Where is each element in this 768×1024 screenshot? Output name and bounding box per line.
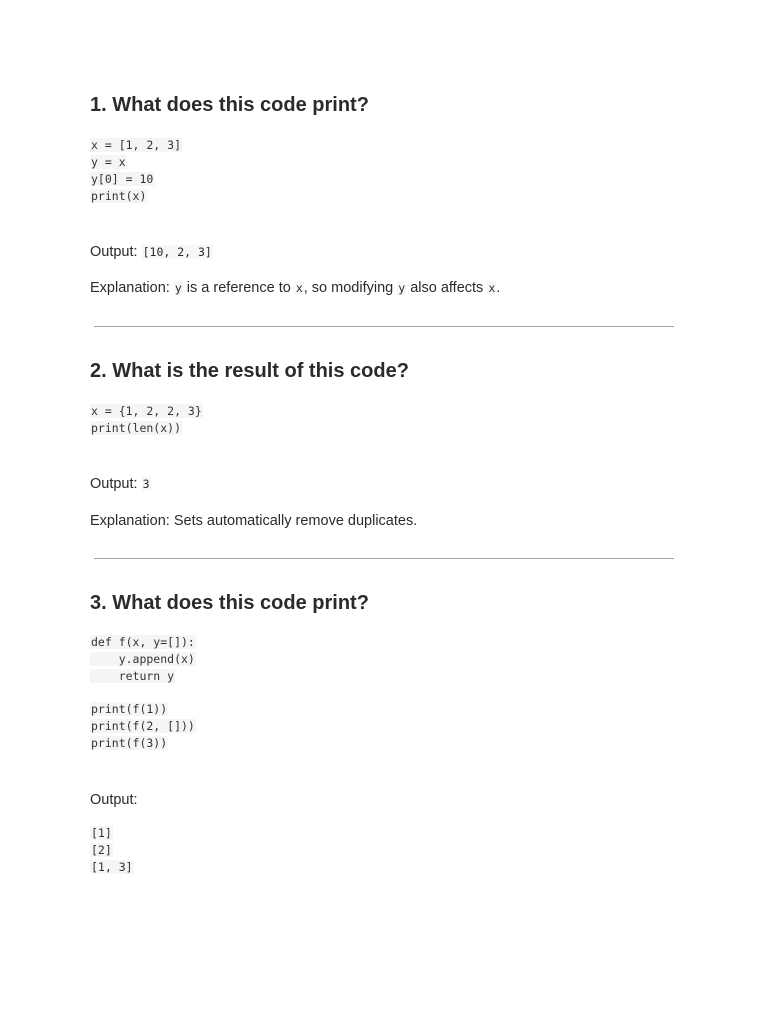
output-value: [10, 2, 3] <box>142 245 212 259</box>
code-line: print(len(x)) <box>91 421 182 435</box>
question-2-title: 2. What is the result of this code? <box>90 360 409 382</box>
question-1-code <box>90 137 182 205</box>
question-3-output <box>90 825 134 876</box>
code-line: def f(x, y=[]): <box>91 635 195 649</box>
code-line: x = [1, 2, 3] <box>91 138 182 152</box>
explanation-text: . <box>496 280 501 296</box>
question-3-title: 3. What does this code print? <box>90 592 369 614</box>
section-divider <box>94 558 674 559</box>
section-divider <box>94 326 674 327</box>
question-3-code <box>90 634 196 752</box>
question-1-explanation <box>90 278 500 298</box>
inline-code: y <box>398 281 406 295</box>
inline-code: y <box>174 281 182 295</box>
question-3-output-label: Output: <box>90 792 138 808</box>
question-2-code <box>90 403 203 437</box>
question-2-explanation: Explanation: Sets automatically remove duplicates. <box>90 513 418 529</box>
question-2-output <box>90 474 151 494</box>
explanation-text: is a reference to <box>182 280 295 296</box>
code-line: y[0] = 10 <box>91 172 154 186</box>
code-line: y = x <box>91 155 126 169</box>
code-line: return y <box>91 669 175 683</box>
output-label: Output: <box>90 476 142 492</box>
code-line: print(x) <box>91 189 147 203</box>
code-line: print(f(1)) <box>91 702 168 716</box>
output-label: Output: <box>90 244 142 260</box>
explanation-text: , so modifying <box>303 280 398 296</box>
inline-code: x <box>488 281 496 295</box>
output-line: [2] <box>91 843 112 857</box>
output-line: [1, 3] <box>91 860 133 874</box>
explanation-text: also affects <box>406 280 488 296</box>
code-line: y.append(x) <box>91 652 195 666</box>
output-value: 3 <box>142 477 150 491</box>
question-1-title: 1. What does this code print? <box>90 94 369 116</box>
inline-code: x <box>295 281 303 295</box>
question-1-output <box>90 242 213 262</box>
code-line: print(f(3)) <box>91 736 168 750</box>
code-line: print(f(2, [])) <box>91 719 195 733</box>
code-line: x = {1, 2, 2, 3} <box>91 404 202 418</box>
explanation-label: Explanation: <box>90 280 174 296</box>
output-line: [1] <box>91 826 112 840</box>
